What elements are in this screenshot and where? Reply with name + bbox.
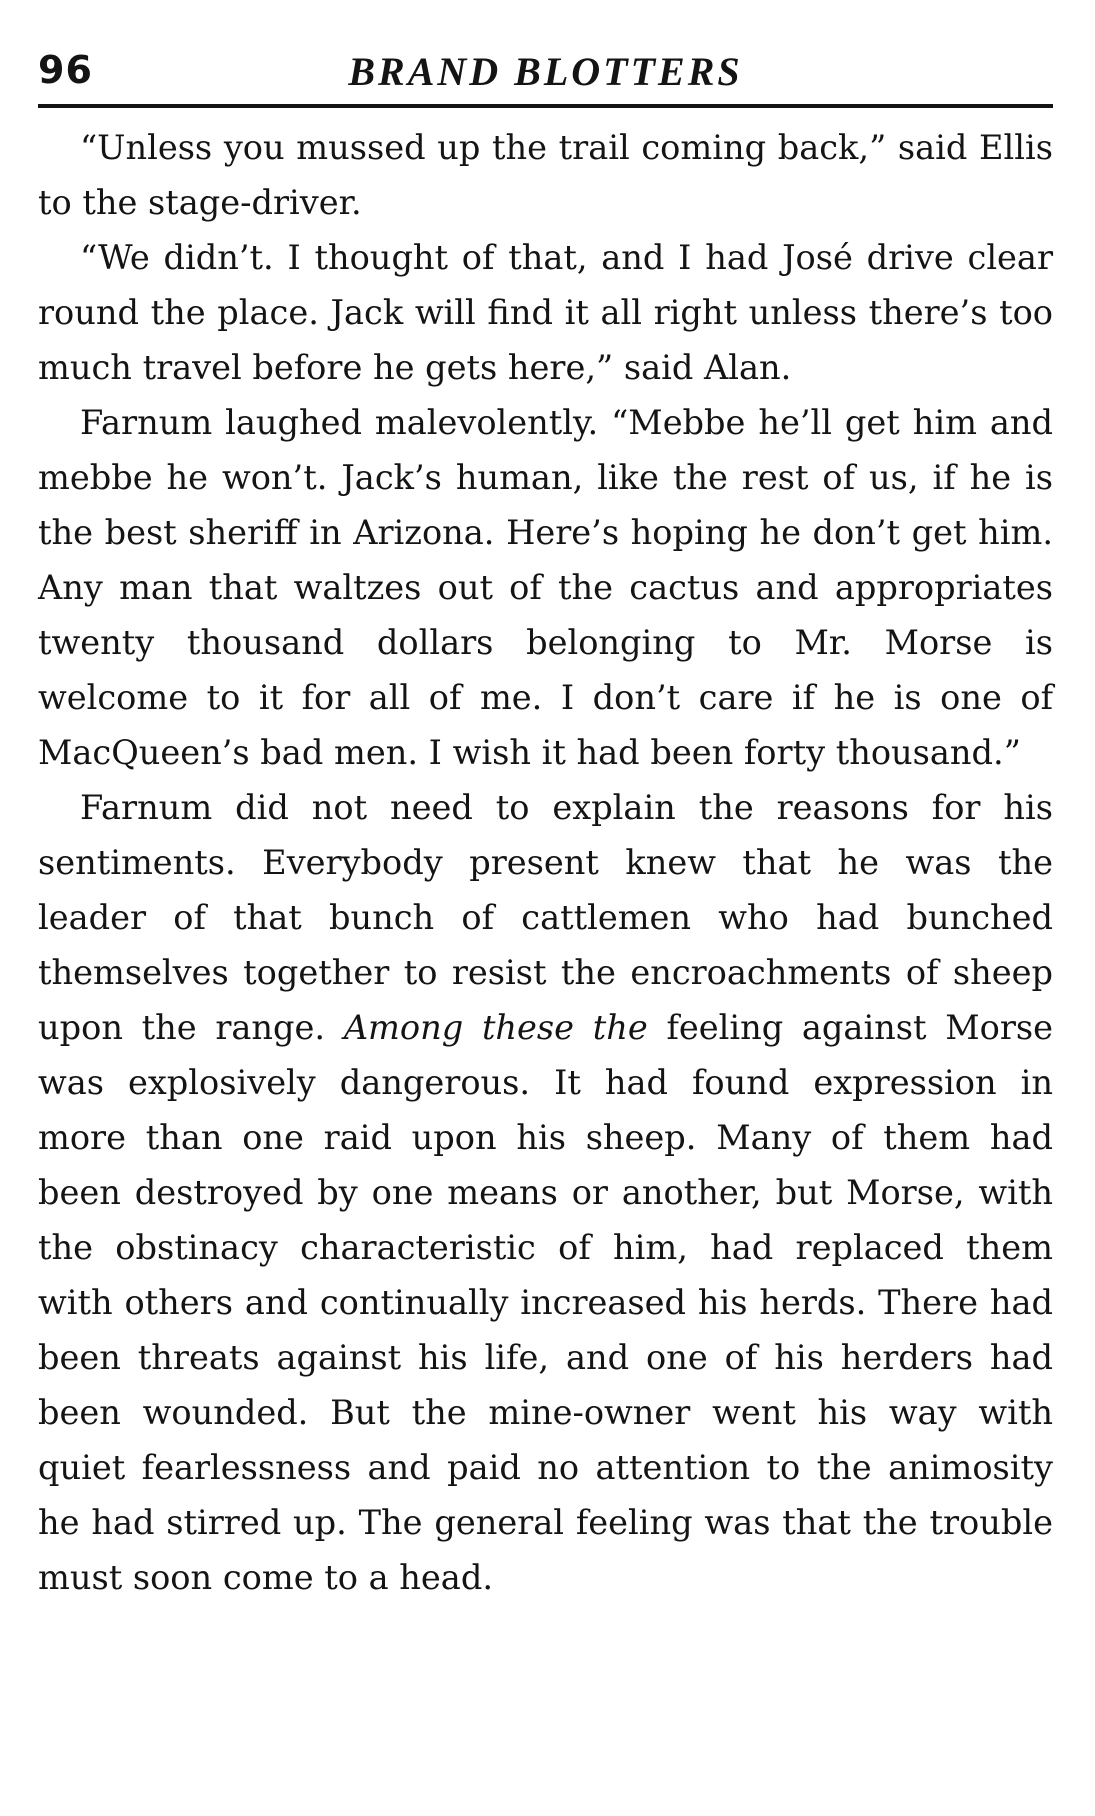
paragraph-text: feeling against Morse was explosively dangerous. It had found expression in more than one raid upon his sheep. Many of them had been destroyed by one means or another, but Morse, with the obstinacy characteristic of him, had replaced them with others and continually increased his herds. There had been threats against his life, and one of his herders had been wounded. But the mine-owner went his way with quiet fearlessness and paid no attention to the animosity he had stirred up. The general feeling was that the trouble must soon come to a head. [38,1008,1053,1597]
paragraph: “Unless you mussed up the trail coming back,” said Ellis to the stage-driver. [38,128,1053,222]
page-number: 96 [38,48,93,92]
book-page [38,38,1053,1605]
header-rule [38,104,1053,108]
page-header [38,38,1053,100]
running-title: BRAND BLOTTERS [348,49,743,94]
paragraph: “We didn’t. I thought of that, and I had José drive clear round the place. Jack will find it all right unless there’s too much travel before he gets here,” said Alan. [38,238,1053,387]
body-text [38,120,1053,1605]
paragraph-text: Farnum did not need to explain the reasons for his sentiments. Everybody present knew that he was the leader of that bunch of cattlemen who had bunched themselves together to resist the encroachments of sheep upon the range. [38,788,1053,1047]
paragraph [38,780,1053,1605]
italic-phrase: Among these the [343,1008,648,1047]
paragraph: Farnum laughed malevolently. “Mebbe he’ll get him and mebbe he won’t. Jack’s human, like the rest of us, if he is the best sheriff in Arizona. Here’s hoping he don’t get him. Any man that waltzes out of the cactus and appropriates twenty thousand dollars belonging to Mr. Morse is welcome to it for all of me. I don’t care if he is one of MacQueen’s bad men. I wish it had been forty thousand.” [38,403,1053,772]
